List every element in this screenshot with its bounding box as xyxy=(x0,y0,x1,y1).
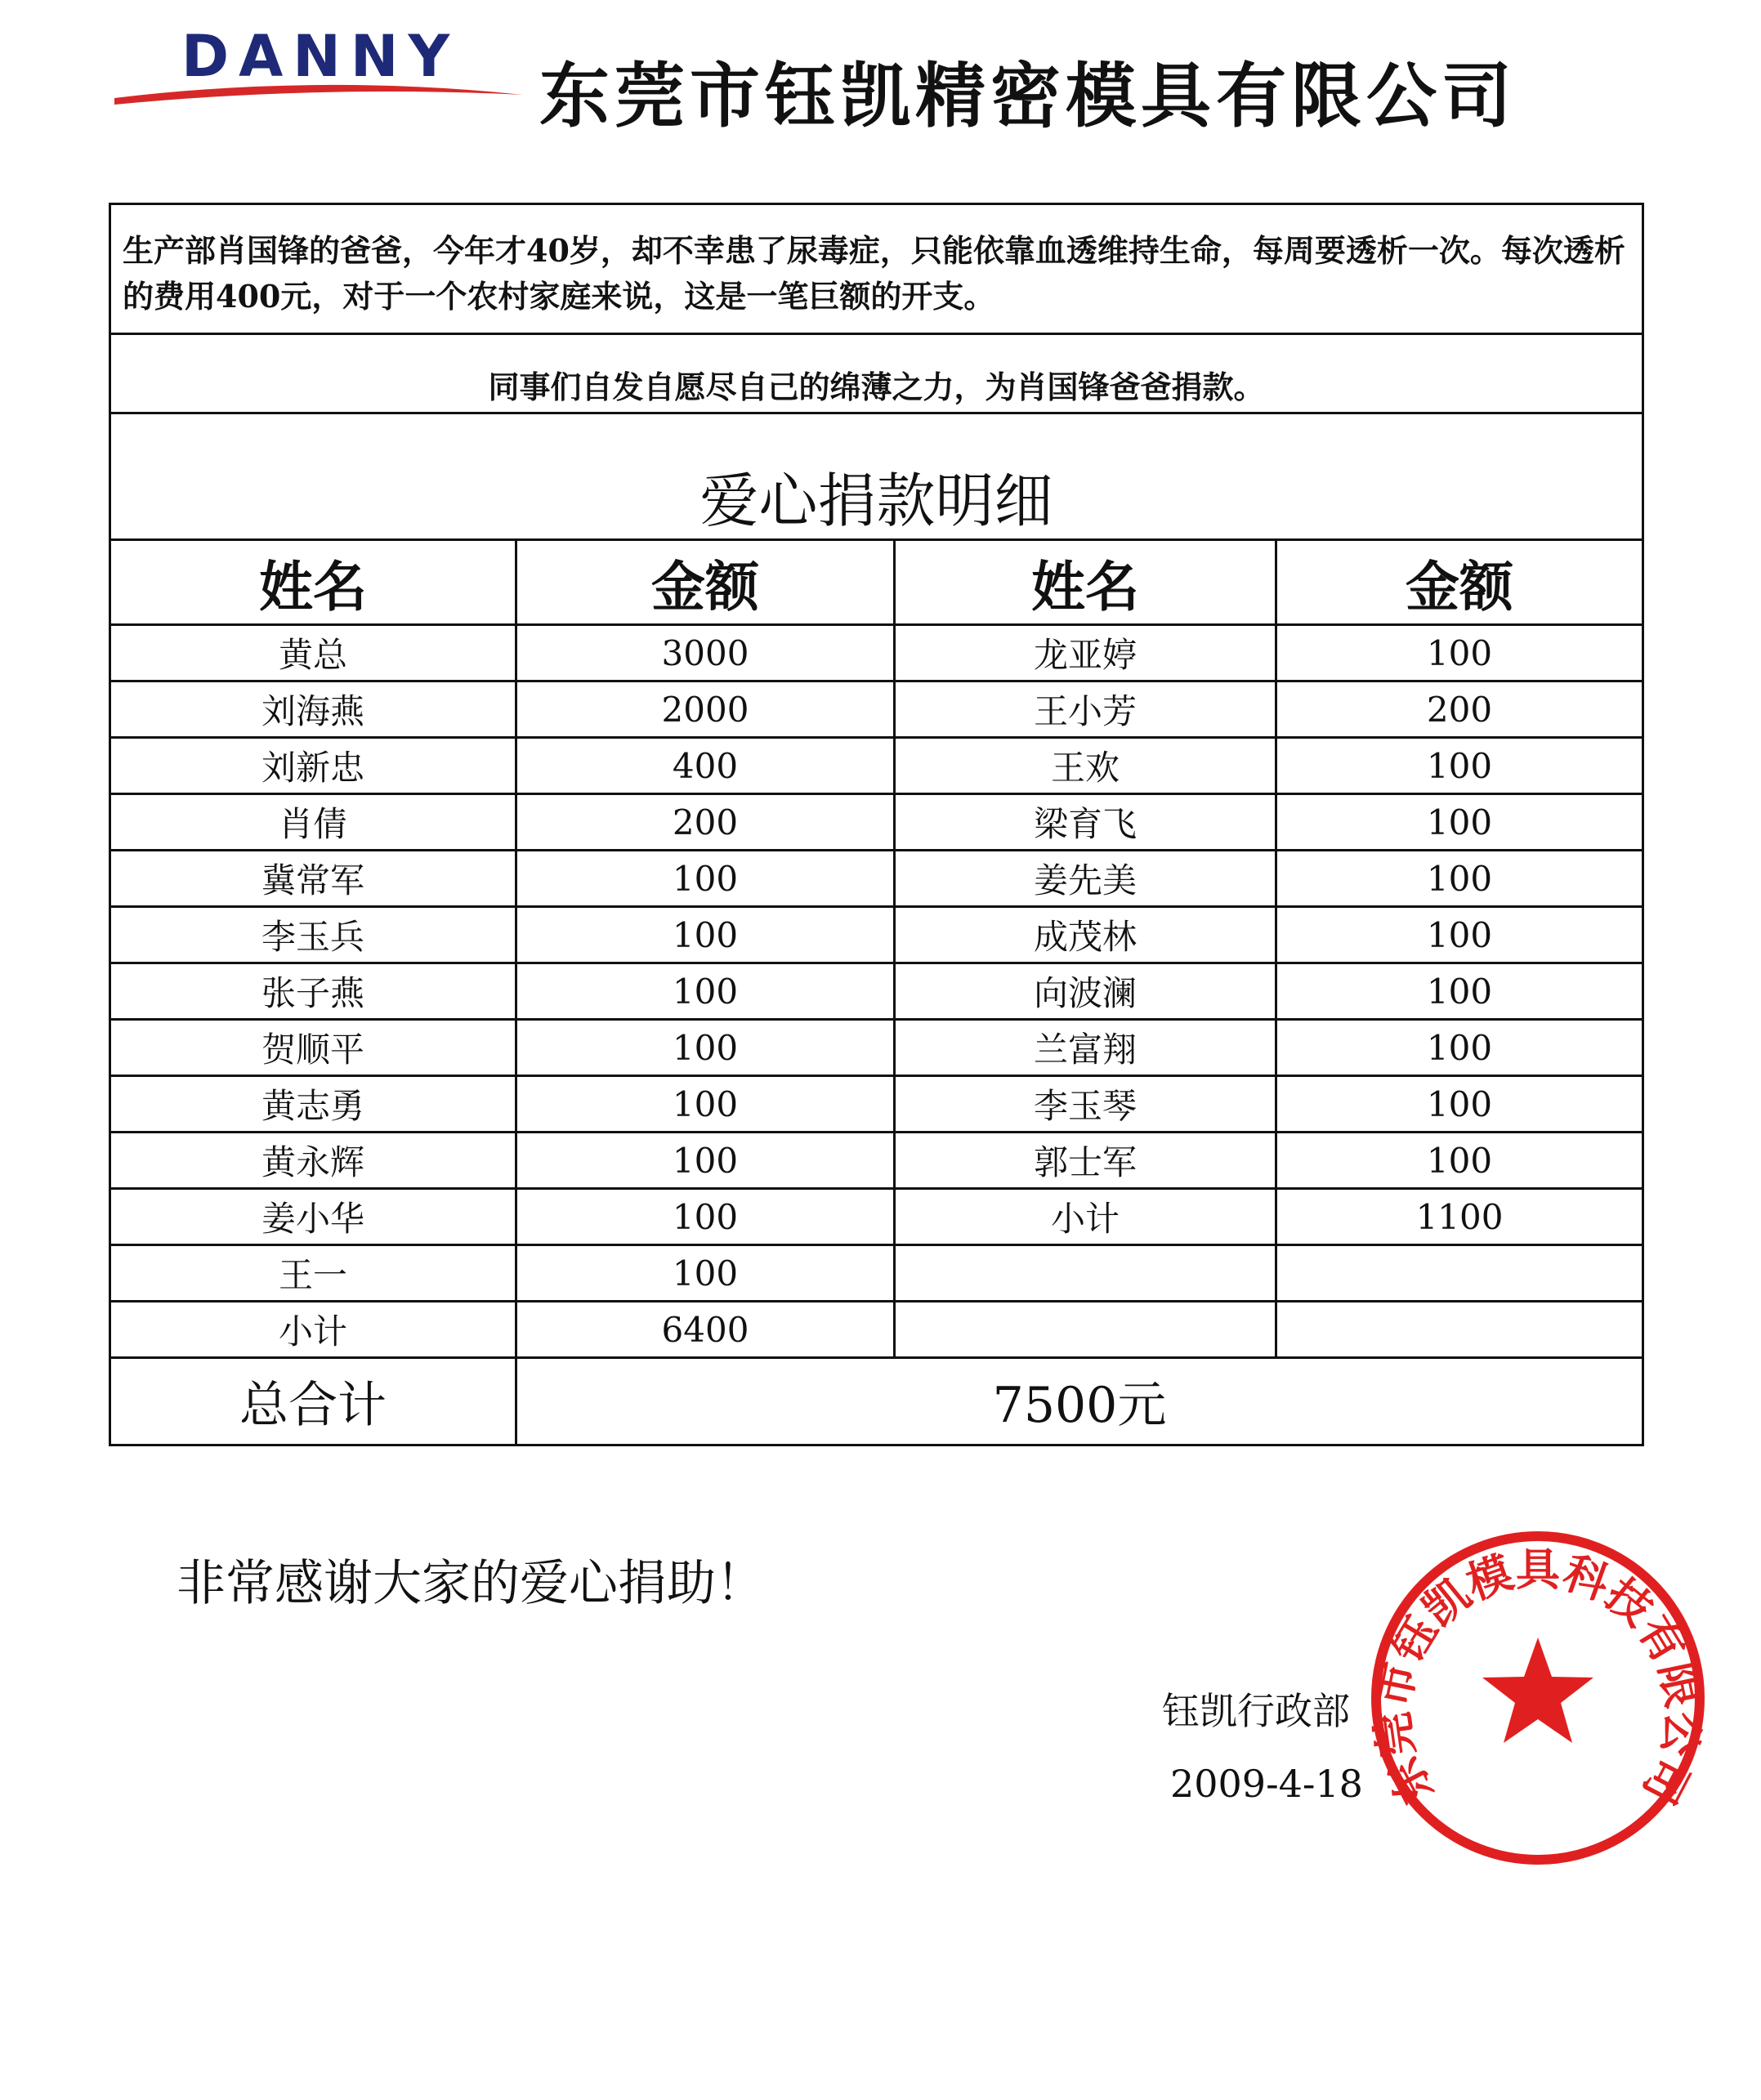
seal-stamp-icon xyxy=(1366,1526,1710,1870)
table-row xyxy=(110,907,1643,963)
subtotal-label-left: 小计 xyxy=(110,1302,516,1358)
subtotal-value-right: 1100 xyxy=(1276,1189,1643,1245)
donor-amount: 200 xyxy=(516,794,895,851)
donor-amount: 100 xyxy=(1276,1020,1643,1076)
header-name-left: 姓名 xyxy=(110,540,516,625)
donor-amount: 100 xyxy=(516,1133,895,1189)
table-row xyxy=(110,1302,1643,1358)
donor-amount: 3000 xyxy=(516,625,895,681)
donor-amount: 100 xyxy=(1276,963,1643,1020)
donor-amount: 100 xyxy=(1276,907,1643,963)
donor-amount: 100 xyxy=(516,1245,895,1302)
donor-name: 冀常军 xyxy=(110,851,516,907)
donor-amount: 2000 xyxy=(516,681,895,738)
table-title: 爱心捐款明细 xyxy=(110,413,1643,540)
donation-table xyxy=(109,203,1644,1446)
table-row xyxy=(110,1020,1643,1076)
header-name-right: 姓名 xyxy=(895,540,1276,625)
donor-name: 刘新忠 xyxy=(110,738,516,794)
donation-appeal: 同事们自发自愿尽自己的绵薄之力，为肖国锋爸爸捐款。 xyxy=(110,334,1643,413)
grand-total-label: 总合计 xyxy=(110,1358,516,1445)
empty-cell xyxy=(895,1302,1276,1358)
donor-name: 龙亚婷 xyxy=(895,625,1276,681)
thanks-message: 非常感谢大家的爱心捐助！ xyxy=(177,1555,765,1612)
table-row xyxy=(110,1245,1643,1302)
company-name: 东莞市钰凯精密模具有限公司 xyxy=(539,56,1517,137)
donor-amount: 100 xyxy=(1276,1076,1643,1133)
donor-amount: 100 xyxy=(1276,794,1643,851)
notice-paragraph: 生产部肖国锋的爸爸，今年才40岁，却不幸患了尿毒症，只能依靠血透维持生命，每周要透析一次。每次透析的费用400元，对于一个农村家庭来说，这是一笔巨额的开支。 xyxy=(110,204,1643,334)
donor-name: 姜小华 xyxy=(110,1189,516,1245)
donor-name: 梁育飞 xyxy=(895,794,1276,851)
donor-name: 黄永辉 xyxy=(110,1133,516,1189)
donor-name: 兰富翔 xyxy=(895,1020,1276,1076)
donor-amount: 100 xyxy=(516,963,895,1020)
header-amount-right: 金额 xyxy=(1276,540,1643,625)
donor-name: 成茂林 xyxy=(895,907,1276,963)
donor-amount: 200 xyxy=(1276,681,1643,738)
donor-name: 黄总 xyxy=(110,625,516,681)
empty-cell xyxy=(1276,1245,1643,1302)
grand-total-value: 7500元 xyxy=(516,1358,1643,1445)
danny-logo xyxy=(114,23,523,113)
department-signature: 钰凯行政部 xyxy=(1162,1689,1350,1733)
subtotal-value-left: 6400 xyxy=(516,1302,895,1358)
empty-cell xyxy=(895,1245,1276,1302)
table-row xyxy=(110,625,1643,681)
table-row xyxy=(110,738,1643,794)
table-row xyxy=(110,794,1643,851)
donor-amount: 100 xyxy=(1276,1133,1643,1189)
donor-amount: 100 xyxy=(516,851,895,907)
empty-cell xyxy=(1276,1302,1643,1358)
logo-text: DANNY xyxy=(181,23,460,90)
signature-date: 2009-4-18 xyxy=(1170,1762,1363,1806)
donor-name: 刘海燕 xyxy=(110,681,516,738)
donor-name: 肖倩 xyxy=(110,794,516,851)
table-row xyxy=(110,851,1643,907)
table-row xyxy=(110,1189,1643,1245)
donor-name: 向波澜 xyxy=(895,963,1276,1020)
donor-amount: 400 xyxy=(516,738,895,794)
table-row xyxy=(110,963,1643,1020)
donor-name: 姜先美 xyxy=(895,851,1276,907)
donor-name: 李玉兵 xyxy=(110,907,516,963)
subtotal-label-right: 小计 xyxy=(895,1189,1276,1245)
header-amount-left: 金额 xyxy=(516,540,895,625)
donor-name: 李玉琴 xyxy=(895,1076,1276,1133)
seal-text: 东莞市钰凯模具科技有限公司 xyxy=(1366,1544,1710,1812)
donor-amount: 100 xyxy=(516,1076,895,1133)
grand-total-row xyxy=(110,1358,1643,1445)
table-row xyxy=(110,1133,1643,1189)
donor-name: 黄志勇 xyxy=(110,1076,516,1133)
donation-sheet xyxy=(109,203,1642,1446)
donor-amount: 100 xyxy=(1276,851,1643,907)
donor-name: 贺顺平 xyxy=(110,1020,516,1076)
donor-amount: 100 xyxy=(1276,625,1643,681)
donor-name: 郭士军 xyxy=(895,1133,1276,1189)
donor-name: 张子燕 xyxy=(110,963,516,1020)
table-row xyxy=(110,681,1643,738)
donor-name: 王小芳 xyxy=(895,681,1276,738)
donor-amount: 100 xyxy=(1276,738,1643,794)
donor-amount: 100 xyxy=(516,1189,895,1245)
donor-amount: 100 xyxy=(516,1020,895,1076)
donor-name: 王一 xyxy=(110,1245,516,1302)
donor-name: 王欢 xyxy=(895,738,1276,794)
donor-amount: 100 xyxy=(516,907,895,963)
table-row xyxy=(110,1076,1643,1133)
company-seal xyxy=(1366,1526,1710,1870)
